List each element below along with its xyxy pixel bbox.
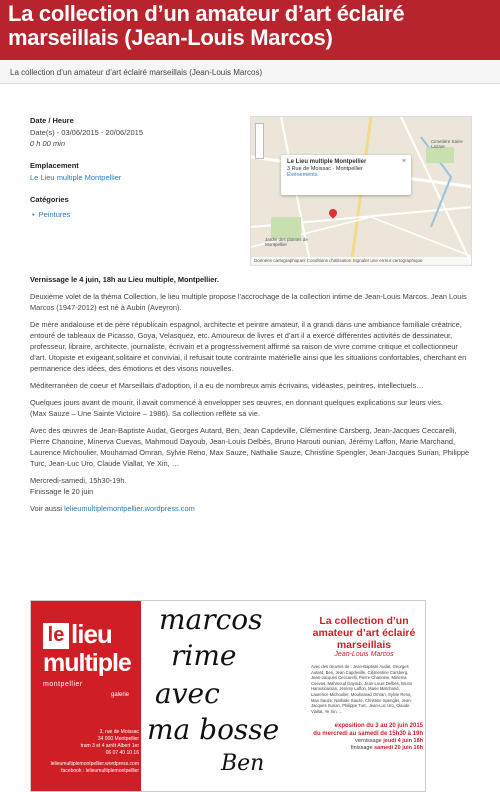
date-heading: Date / Heure xyxy=(30,116,74,125)
close-icon[interactable]: × xyxy=(401,158,406,165)
map-label-jardin: Jardin des plantes de Montpellier xyxy=(265,237,308,247)
artists-paragraph: Avec des œuvres de Jean-Baptiste Audat, Georges Autard, Ben, Jean Capdeville, Clémentine Carsberg, Jean-Jacques Ceccarelli, Pierre Chanoine, Minerva Cuevas, Mahmoud Dayoub, Jean-Louis Delbès, Bruno Harouti ounian, Jérémy Laffon, Marie Marchand, Laurence Michoulier, Mouhamad Omran, Sylvie Reno, Max Sauze, Nathalie Sauze, Christine Spengler, Jean-Jacques Surian, Philippe Turc, Jean-Luc Uro, Claude Viallat, Ye Xin, … xyxy=(30,426,470,468)
poster-address-line: 3, rue de Moissac xyxy=(99,729,139,735)
map-footer: Données cartographiques Conditions d'utilisation Signaler une erreur cartographique xyxy=(251,257,471,265)
date-value: Date(s) - 03/06/2015 - 20/06/2015 xyxy=(30,128,143,137)
handwriting-signature: Ben xyxy=(221,751,265,776)
poster-website: lelieumultiplemontpellier.wordpress.com xyxy=(50,761,139,767)
map-popup-title: Le Lieu multiple Montpellier xyxy=(287,159,367,165)
logo-multiple: multiple xyxy=(43,649,131,677)
page-header xyxy=(0,0,500,60)
handwriting-line: rime xyxy=(171,639,237,672)
map-popup-link[interactable]: Événements xyxy=(287,172,318,178)
event-content xyxy=(0,84,500,792)
see-also-label: Voir aussi xyxy=(30,504,63,513)
poster-subtitle: Jean-Louis Marcos xyxy=(334,651,394,658)
poster-title: La collection d’un amateur d’art éclairé marseillais xyxy=(312,615,416,651)
poster-logo-panel xyxy=(31,601,141,792)
vernissage-lead: Vernissage le 4 juin, 18h au Lieu multiple, Montpellier. xyxy=(30,275,219,284)
page-title: La collection d’un amateur d’art éclairé marseillais (Jean-Louis Marcos) xyxy=(8,1,405,50)
event-meta xyxy=(30,116,240,231)
category-link-peintures[interactable]: Peintures xyxy=(38,210,71,219)
poster-vernissage-date: jeudi 4 juin 18h xyxy=(383,738,423,745)
opening-hours: Mercredi-samedi, 15h30-19h. xyxy=(30,476,127,485)
finissage-date: Finissage le 20 juin xyxy=(30,487,94,496)
description-paragraph-1: Deuxième volet de la théma Collection, le lieu multiple propose l’accrochage de la collection intime de Jean-Louis Marcos. Jean Louis Marcos (1947-2012) est né à Aubin (Aveyron). xyxy=(30,292,467,312)
poster-finissage-date: samedi 20 juin 16h xyxy=(374,745,423,752)
logo-lieu: lieu xyxy=(71,619,112,649)
description-paragraph-3: Méditerranéen de coeur et Marseillais d’adoption, il a eu de nombreux amis écrivains, vidéastes, peintres, intellectuels… xyxy=(30,381,424,390)
logo-le: le xyxy=(43,623,69,649)
map-popup-address: 3 Rue de Moissac · Montpellier xyxy=(287,166,363,172)
description-paragraph-4b: (Max Sauze – Une Sainte Victoire – 1986). Sa collection reflète sa vie. xyxy=(30,409,260,418)
poster-phone: 06 07 40 10 16 xyxy=(105,750,139,756)
map-zoom-control[interactable] xyxy=(255,123,264,159)
description-paragraph-2: De mère andalouse et de père républicain espagnol, architecte et peintre amateur, il a grandi dans une ambiance familiale créatrice, entouré de tableaux de Picasso, Goya, Velasquez, etc. Amoureux de livres et d’art il a exercé différentes activités de dessinateur, professeur, libraire, architecte, journaliste, écrivain et a progressivement affirmé sa raison de vivre comme critique et collectionneur d’art. Utopiste et exigeant,solitaire et conviviai, il refusait toute contrainte matérielle ainsi que les situations confortables, cherchant en permanence des idées, des émotions et des visons nouvelles. xyxy=(30,320,467,373)
poster-artists: Avec des œuvres de : Jean-Baptiste Audat, Georges Autard, Ben, Jean Capdeville, Clémentine Carsberg, Jean-Jacques Ceccarelli, Pierre Chanoine, Minerva Cuevas, Mahmoud Dayoub, Jean-Louis Delbès, Bruno Haroutiounian, Jérémy Laffon, Marie Marchand, Laurence Michoulier, Mouhamad Omran, Sylvie Reno, Max Sauze, Nathalie Sauze, Christine Spengler, Jean-Jacques Surian, Philippe Turc, Jean-Luc Uro, Claude Viallat, Ye Xin, ... xyxy=(311,664,413,714)
poster-info-panel xyxy=(301,601,426,792)
map-label-cimetiere: Cimetière Saint-Lazare xyxy=(431,139,464,149)
poster-vernissage-label: vernissage xyxy=(355,738,382,745)
handwriting-line: ma bosse xyxy=(147,713,280,746)
event-poster-image xyxy=(30,600,426,792)
poster-exhibition-dates xyxy=(305,722,423,738)
poster-address-line: tram 3 et 4 arrêt Albert 1er xyxy=(80,743,139,749)
poster-handwriting xyxy=(141,601,301,792)
location-link[interactable]: Le Lieu multiple Montpellier xyxy=(30,173,122,182)
location-heading: Emplacement xyxy=(30,161,79,170)
time-value: 0 h 00 min xyxy=(30,139,66,148)
poster-expo-dates: exposition du 3 au 20 juin 2015 xyxy=(334,723,423,730)
description-paragraph-4a: Quelques jours avant de mourir, il avait commencé à envelopper ses œuvres, en donnant quelques explications sur leurs vies. xyxy=(30,398,443,407)
breadcrumb: La collection d’un amateur d’art éclairé marseillais (Jean-Louis Marcos) xyxy=(0,60,500,84)
map-popup xyxy=(281,155,411,195)
poster-expo-hours: du mercredi au samedi de 15h30 à 19h xyxy=(313,731,423,738)
poster-address xyxy=(35,729,139,775)
handwriting-line: marcos xyxy=(159,603,263,636)
handwriting-line: avec xyxy=(155,677,220,710)
poster-finissage-label: finissage xyxy=(350,745,373,752)
poster-address-line: 34 000 Montpellier xyxy=(97,736,139,742)
blog-link[interactable]: lelieumultiplemontpellier.wordpress.com xyxy=(64,504,195,513)
event-description xyxy=(30,274,475,520)
poster-vernissage xyxy=(305,738,423,752)
poster-facebook: facebook : lelieumultiplemontpellier xyxy=(61,768,139,774)
logo-city: montpellier xyxy=(43,681,83,688)
location-map[interactable] xyxy=(250,116,472,266)
categories-heading: Catégories xyxy=(30,195,69,204)
logo-galerie: galerie xyxy=(111,692,130,698)
